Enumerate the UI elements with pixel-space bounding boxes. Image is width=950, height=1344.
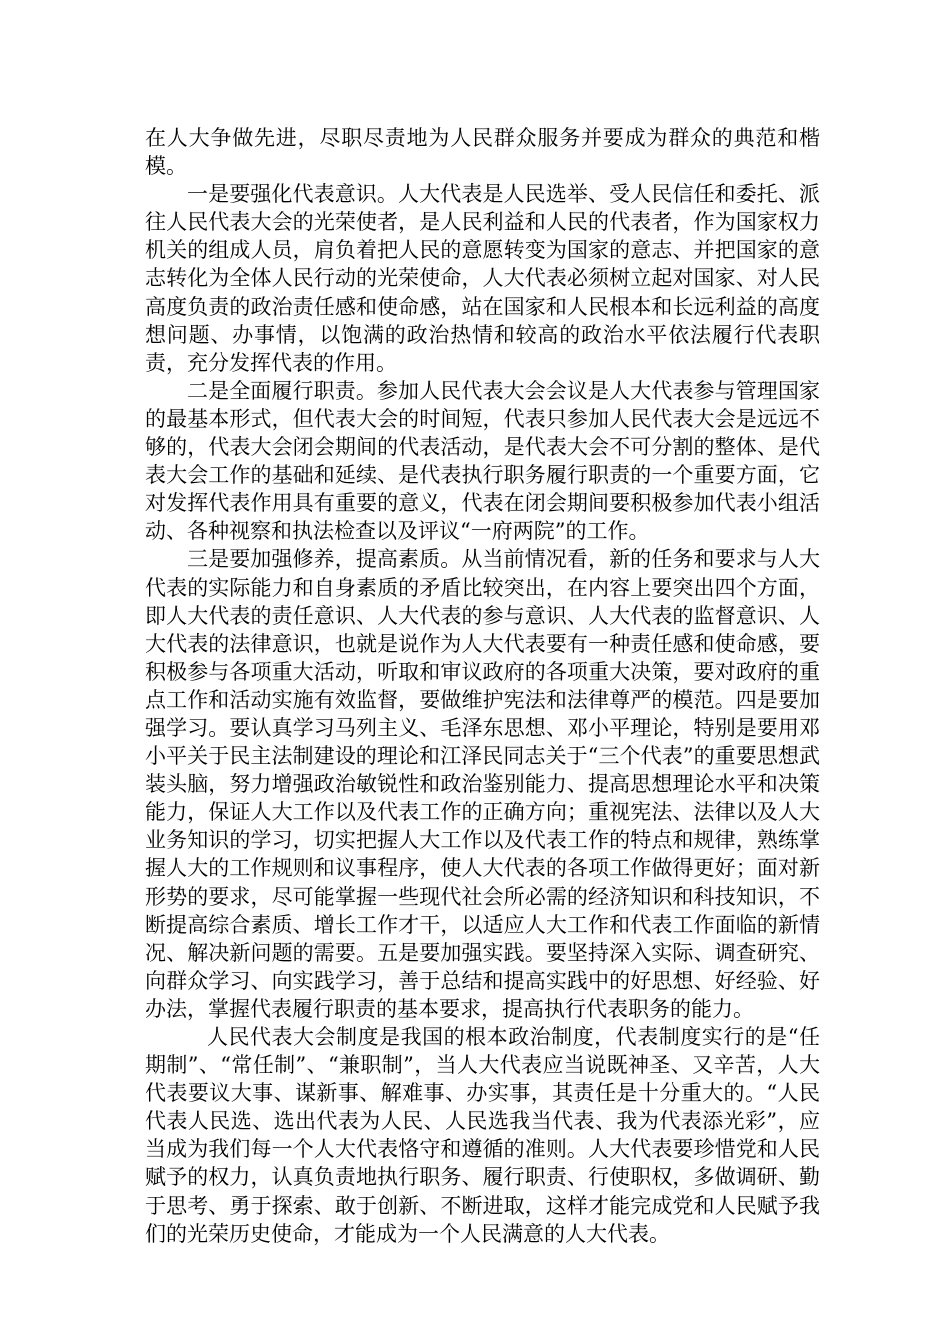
paragraph-conclusion: 人民代表大会制度是我国的根本政治制度，代表制度实行的是“任期制”、“常任制”、“兼职制”，当人大代表应当说既神圣、又辛苦，人大代表要议大事、谋新事、解难事、办实事，其责任是十分重大的。“人民代表人民选、选出代表为人民、人民选我当代表、我为代表添光彩”，应当成为我们每一个人大代表恪守和遵循的准则。人大代表要珍惜党和人民赋予的权力，认真负责地执行职务、履行职责、行使职权，多做调研、勤于思考、勇于探索、敢于创新、不断进取，这样才能完成党和人民赋予我们的光荣历史使命，才能成为一个人民满意的人大代表。 (145, 1025, 820, 1246)
paragraph-improve-quality: 三是要加强修养，提高素质。从当前情况看，新的任务和要求与人大代表的实际能力和自身素质的矛盾比较突出，在内容上要突出四个方面，即人大代表的责任意识、人大代表的参与意识、人大代表的监督意识、人大代表的法律意识，也就是说作为人大代表要有一种责任感和使命感，要积极参与各项重大活动，听取和审议政府的各项重大决策，要对政府的重点工作和活动实施有效监督，要做维护宪法和法律尊严的模范。四是要加强学习。要认真学习马列主义、毛泽东思想、邓小平理论，特别是要用邓小平关于民主法制建设的理论和江泽民同志关于“三个代表”的重要思想武装头脑，努力增强政治敏锐性和政治鉴别能力、提高思想理论水平和决策能力，保证人大工作以及代表工作的正确方向；重视宪法、法律以及人大业务知识的学习，切实把握人大工作以及代表工作的特点和规律，熟练掌握人大的工作规则和议事程序，使人大代表的各项工作做得更好；面对新形势的要求，尽可能掌握一些现代社会所必需的经济知识和科技知识，不断提高综合素质、增长工作才干，以适应人大工作和代表工作面临的新情况、解决新问题的需要。五是要加强实践。要坚持深入实际、调查研究、向群众学习、向实践学习，善于总结和提高实践中的好思想、好经验、好办法，掌握代表履行职责的基本要求，提高执行代表职务的能力。 (145, 547, 820, 1021)
paragraph-continuation: 在人大争做先进，尽职尽责地为人民群众服务并要成为群众的典范和楷模。 (145, 126, 820, 179)
paragraph-representative-awareness: 一是要强化代表意识。人大代表是人民选举、受人民信任和委托、派往人民代表大会的光荣使者，是人民利益和人民的代表者，作为国家权力机关的组成人员，肩负着把人民的意愿转变为国家的意志、并把国家的意志转化为全体人民行动的光荣使命，人大代表必须树立起对国家、对人民高度负责的政治责任感和使命感，站在国家和人民根本和长远利益的高度想问题、办事情，以饱满的政治热情和较高的政治水平依法履行代表职责，充分发挥代表的作用。 (145, 182, 820, 375)
document-body (145, 124, 820, 1248)
paragraph-fulfill-duties: 二是全面履行职责。参加人民代表大会会议是人大代表参与管理国家的最基本形式，但代表大会的时间短，代表只参加人民代表大会是远远不够的，代表大会闭会期间的代表活动，是代表大会不可分割的整体、是代表大会工作的基础和延续、是代表执行职务履行职责的一个重要方面，它对发挥代表作用具有重要的意义，代表在闭会期间要积极参加代表小组活动、各种视察和执法检查以及评议“一府两院”的工作。 (145, 378, 820, 544)
